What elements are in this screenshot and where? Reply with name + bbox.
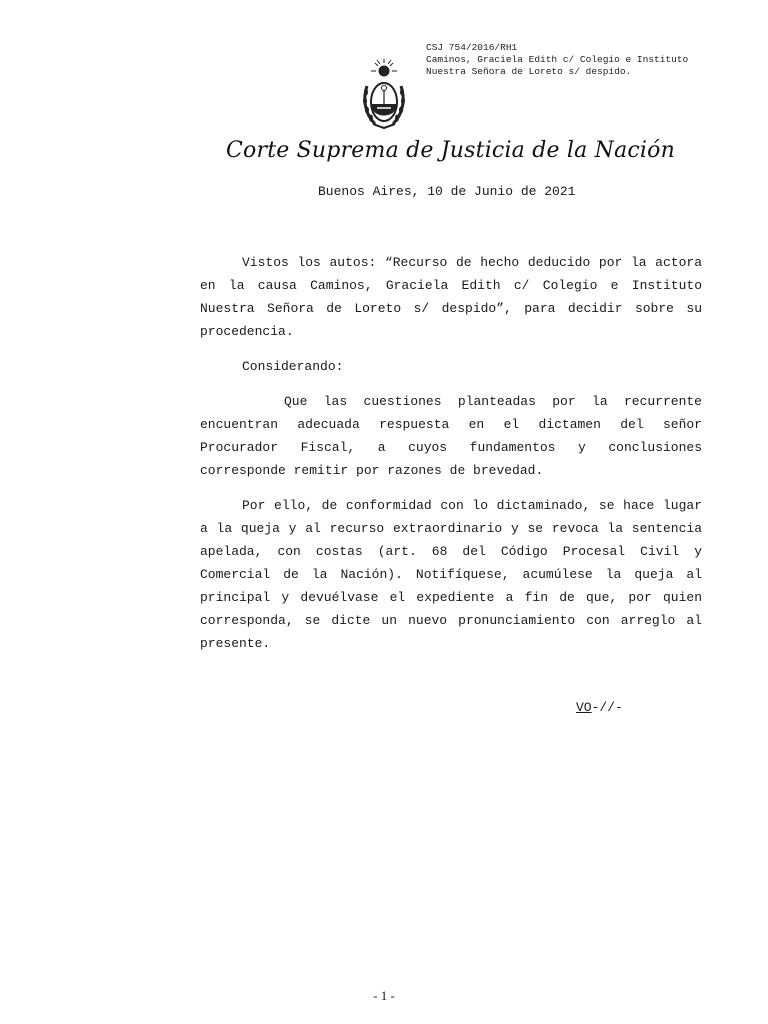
paragraph-que: Que las cuestiones planteadas por la recurrente encuentran adecuada respuesta en el dictamen del señor Procurador Fiscal, a cuyos fundamentos y conclusiones corresponde remitir por razones de brevedad.	[200, 394, 702, 478]
case-header	[426, 42, 688, 78]
paragraph-por-ello: Por ello, de conformidad con lo dictaminado, se hace lugar a la queja y al recurso extraordinario y se revoca la sentencia apelada, con costas (art. 68 del Código Procesal Civil y Comercial de la Nación). Notifíquese, acumúlese la queja al principal y devuélvase el expediente a fin de que, por quien corresponda, se dicte un nuevo pronunciamiento con arreglo al presente.	[200, 498, 702, 651]
date-line: Buenos Aires, 10 de Junio de 2021	[318, 184, 576, 199]
paragraph-considerando: Considerando:	[242, 359, 344, 374]
coat-of-arms-icon	[361, 58, 407, 132]
continuation-rest: -//-	[591, 700, 623, 715]
case-title-line-2: Nuestra Señora de Loreto s/ despido.	[426, 66, 632, 77]
case-number: CSJ 754/2016/RH1	[426, 42, 518, 53]
case-title-line-1: Caminos, Graciela Edith c/ Colegio e Instituto	[426, 54, 689, 65]
paragraph-vistos: Vistos los autos: “Recurso de hecho deducido por la actora en la causa Caminos, Graciela Edith c/ Colegio e Instituto Nuestra Señora de Loreto s/ despido”, para decidir sobre su procedencia.	[200, 255, 702, 339]
continuation-vo: VO	[576, 700, 592, 715]
court-name: Corte Suprema de Justicia de la Nación	[226, 138, 675, 163]
continuation-marker	[576, 700, 623, 715]
page-number: - 1 -	[373, 988, 395, 1003]
ruling-body	[200, 251, 702, 667]
